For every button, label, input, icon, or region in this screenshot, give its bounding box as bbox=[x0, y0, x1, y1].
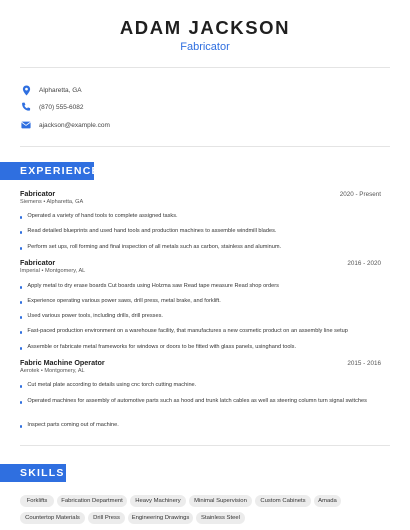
job-bullet: Assemble or fabricate metal frameworks for windows or doors to be fitted with glass panels, usinghand tools. bbox=[20, 345, 390, 352]
skill-chip: Engineering Drawings bbox=[128, 512, 193, 524]
job-title: Fabricator bbox=[20, 258, 56, 267]
job-bullet: Experience operating various power saws, drill press, metal brake, and forklift. bbox=[20, 299, 390, 306]
phone-icon bbox=[20, 101, 32, 113]
skill-chip: Amada bbox=[314, 495, 341, 507]
map-pin-icon bbox=[20, 84, 32, 96]
skills-heading: SKILLS bbox=[0, 464, 66, 482]
job-dates: 2016 - 2020 bbox=[347, 260, 381, 267]
envelope-icon bbox=[20, 119, 32, 131]
resume-header bbox=[0, 0, 410, 54]
job-company: Siemens bbox=[20, 199, 42, 205]
phone-text: (870) 555-6082 bbox=[39, 103, 84, 111]
job-bullet: Operated a variety of hand tools to complete assigned tasks. bbox=[20, 214, 390, 221]
job-bullet: Operated machines for assembly of automotive parts such as hood and trunk latch cables as well as steering column turn signal switches bbox=[20, 399, 370, 406]
location-text: Alpharetta, GA bbox=[39, 86, 82, 94]
job-company: Aerotek bbox=[20, 368, 40, 374]
skill-chip: Drill Press bbox=[88, 512, 125, 524]
job-title: Fabricator bbox=[20, 189, 56, 198]
experience-divider bbox=[20, 445, 390, 446]
candidate-name: ADAM JACKSON bbox=[119, 17, 291, 38]
skill-chip: Countertop Materials bbox=[20, 512, 85, 524]
job-bullet: Apply metal to dry erase boards Cut boards using Holzma saw Read tape measure Read shop orders bbox=[20, 284, 390, 291]
job-dates: 2020 - Present bbox=[339, 191, 381, 198]
job-location: Montgomery, AL bbox=[44, 268, 86, 274]
contact-divider bbox=[20, 146, 390, 147]
skill-chip: Custom Cabinets bbox=[255, 495, 311, 507]
job-company-line: Aerotek • Montgomery, AL bbox=[20, 368, 85, 374]
email-text[interactable]: ajackson@example.com bbox=[39, 121, 110, 129]
job-bullet: Fast-paced production environment on a warehouse facility, that manufactures a new cosmetic product on an assembly line setup bbox=[20, 329, 390, 336]
job-bullet: Inspect parts coming out of machine. bbox=[20, 423, 390, 430]
job-bullet: Cut metal plate according to details using cnc torch cutting machine. bbox=[20, 383, 390, 390]
contact-phone bbox=[20, 100, 320, 114]
job-company: Imperial bbox=[20, 268, 40, 274]
job-header bbox=[20, 258, 381, 267]
skill-chip: Minimal Supervision bbox=[189, 495, 252, 507]
job-dates: 2015 - 2016 bbox=[347, 360, 381, 367]
contact-location bbox=[20, 83, 320, 97]
job-bullet: Perform set ups, roll forming and final inspection of all metals such as carbon, stainless and aluminum. bbox=[20, 245, 390, 252]
contact-email[interactable] bbox=[20, 118, 320, 132]
job-header bbox=[20, 358, 381, 367]
job-bullet: Read detailed blueprints and used hand tools and production machines to assemble windmill blades. bbox=[20, 229, 390, 236]
job-location: Alpharetta, GA bbox=[46, 199, 84, 205]
skill-chip: Forklifts bbox=[20, 495, 54, 507]
candidate-title: Fabricator bbox=[180, 41, 230, 53]
job-title: Fabric Machine Operator bbox=[20, 358, 105, 367]
header-divider bbox=[20, 67, 390, 68]
job-company-line: Imperial • Montgomery, AL bbox=[20, 268, 86, 274]
skill-chip: Fabrication Department bbox=[57, 495, 127, 507]
job-company-line: Siemens • Alpharetta, GA bbox=[20, 199, 84, 205]
job-location: Montgomery, AL bbox=[44, 368, 85, 374]
job-header bbox=[20, 189, 381, 198]
experience-heading: EXPERIENCE bbox=[0, 162, 94, 180]
job-bullet: Used various power tools, including drills, drill presses. bbox=[20, 314, 390, 321]
skill-chip: Heavy Machinery bbox=[130, 495, 186, 507]
skill-chip: Stainless Steel bbox=[196, 512, 245, 524]
